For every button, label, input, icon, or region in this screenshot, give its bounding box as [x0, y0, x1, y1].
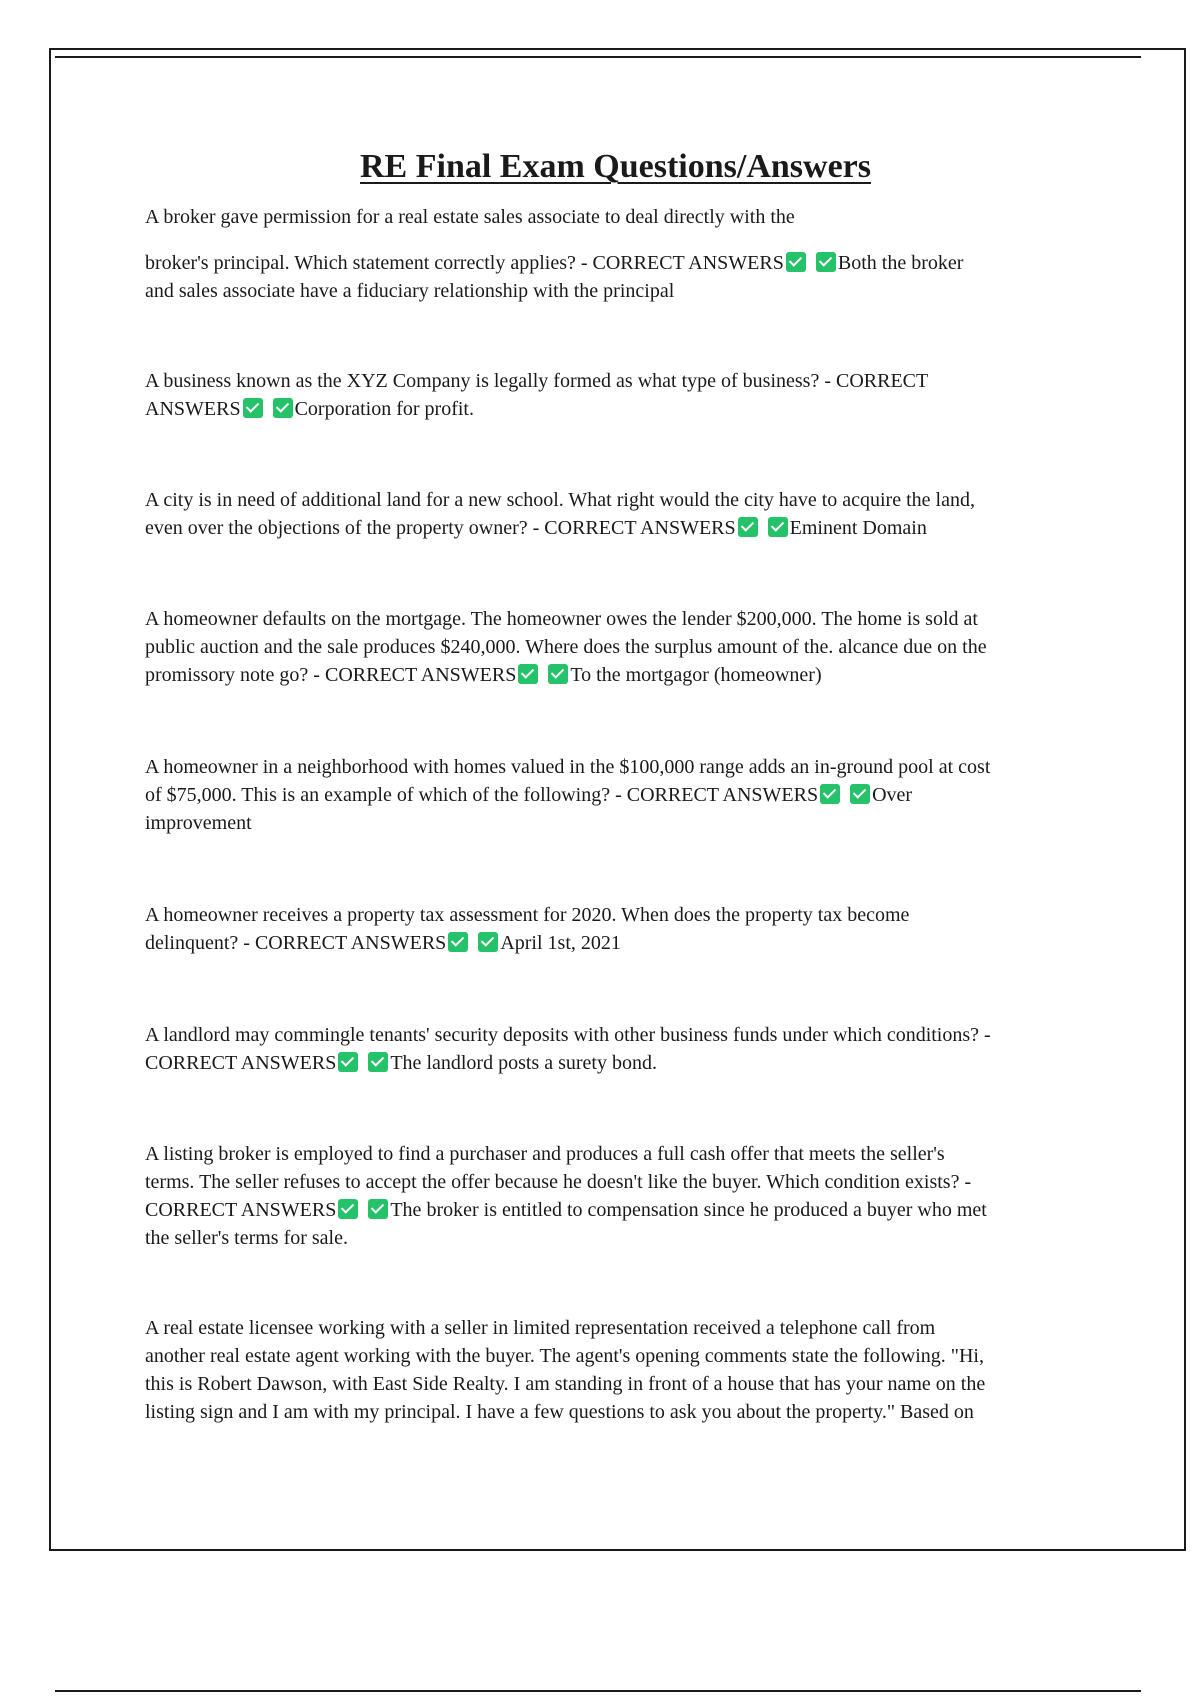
check-box-icon: [820, 784, 840, 804]
question-line: of $75,000. This is an example of which of the following? -: [145, 784, 627, 806]
qa-item-7: [145, 1021, 1089, 1077]
bottom-rule: [55, 1690, 1141, 1692]
answer-text: and sales associate have a fiduciary relationship with the principal: [145, 280, 675, 302]
check-box-icon: [850, 784, 870, 804]
question-line: A landlord may commingle tenants' security deposits with other business funds under which conditions? -: [145, 1024, 991, 1046]
answer-text: Corporation for profit.: [294, 398, 474, 420]
correct-answers-label: CORRECT ANSWERS: [145, 1199, 337, 1221]
qa-item-5: [145, 753, 1089, 837]
check-box-icon: [368, 1052, 388, 1072]
check-box-icon: [478, 932, 498, 952]
check-box-icon: [548, 664, 568, 684]
answer-text: To the mortgagor (homeowner): [570, 664, 822, 686]
question-line: A business known as the XYZ Company is legally formed as what type of business? - CORRECT: [145, 370, 929, 392]
correct-answers-label: CORRECT ANSWERS: [324, 664, 517, 686]
question-line: A homeowner defaults on the mortgage. The homeowner owes the lender $200,000. The home is sold at: [145, 608, 978, 630]
question-line: A real estate licensee working with a seller in limited representation received a telephone call from: [145, 1317, 936, 1339]
check-box-icon: [243, 398, 263, 418]
check-box-icon: [786, 252, 806, 272]
correct-answers-label: ANSWERS: [145, 398, 241, 420]
check-box-icon: [768, 517, 788, 537]
correct-answers-label: CORRECT ANSWERS: [544, 517, 736, 539]
answer-text: Eminent Domain: [789, 517, 927, 539]
answer-text: April 1st, 2021: [500, 932, 621, 954]
answer-text: Over: [872, 784, 913, 806]
check-box-icon: [448, 932, 468, 952]
answer-text: Both the broker: [837, 252, 964, 274]
question-line: broker's principal. Which statement correctly applies? -: [145, 252, 593, 274]
question-line: promissory note go? -: [145, 664, 325, 686]
check-box-icon: [816, 252, 836, 272]
correct-answers-label: CORRECT ANSWERS: [626, 784, 819, 806]
question-line: A homeowner in a neighborhood with homes valued in the $100,000 range adds an in-ground pool at cost: [145, 756, 991, 778]
question-line: A broker gave permission for a real estate sales associate to deal directly with the: [145, 206, 795, 228]
qa-item-6: [145, 901, 1089, 957]
qa-item-3: [145, 486, 1089, 542]
question-line: A listing broker is employed to find a purchaser and produces a full cash offer that meets the seller's: [145, 1143, 945, 1165]
question-line: public auction and the sale produces $240,000. Where does the surplus amount of the. alcance due on the: [145, 636, 987, 658]
qa-item-1: [145, 203, 1089, 305]
check-box-icon: [738, 517, 758, 537]
answer-text: The broker is entitled to compensation since he produced a buyer who met: [390, 1199, 987, 1221]
question-line: listing sign and I am with my principal. I have a few questions to ask you about the property." Based on: [145, 1401, 974, 1423]
question-line: this is Robert Dawson, with East Side Realty. I am standing in front of a house that has your name on the: [145, 1373, 986, 1395]
check-box-icon: [518, 664, 538, 684]
question-line: another real estate agent working with the buyer. The agent's opening comments state the following. "Hi,: [145, 1345, 984, 1367]
check-box-icon: [338, 1199, 358, 1219]
answer-text: the seller's terms for sale.: [145, 1227, 348, 1249]
top-rule: [55, 56, 1141, 58]
question-line: A city is in need of additional land for a new school. What right would the city have to acquire the land,: [145, 489, 975, 511]
question-line: even over the objections of the property owner? -: [145, 517, 545, 539]
answer-text: improvement: [145, 812, 252, 834]
qa-item-8: [145, 1140, 1089, 1252]
answer-text: The landlord posts a surety bond.: [390, 1052, 657, 1074]
check-box-icon: [273, 398, 293, 418]
check-box-icon: [338, 1052, 358, 1072]
correct-answers-label: CORRECT ANSWERS: [145, 1052, 337, 1074]
qa-item-9: [145, 1314, 1089, 1426]
question-line: A homeowner receives a property tax assessment for 2020. When does the property tax become: [145, 904, 910, 926]
correct-answers-label: CORRECT ANSWERS: [254, 932, 447, 954]
document-title: RE Final Exam Questions/Answers: [360, 148, 871, 185]
qa-item-4: [145, 605, 1089, 689]
check-box-icon: [368, 1199, 388, 1219]
question-line: terms. The seller refuses to accept the offer because he doesn't like the buyer. Which condition exists? -: [145, 1171, 972, 1193]
correct-answers-label: CORRECT ANSWERS: [592, 252, 784, 274]
question-line: delinquent? -: [145, 932, 255, 954]
qa-item-2: [145, 367, 1089, 423]
